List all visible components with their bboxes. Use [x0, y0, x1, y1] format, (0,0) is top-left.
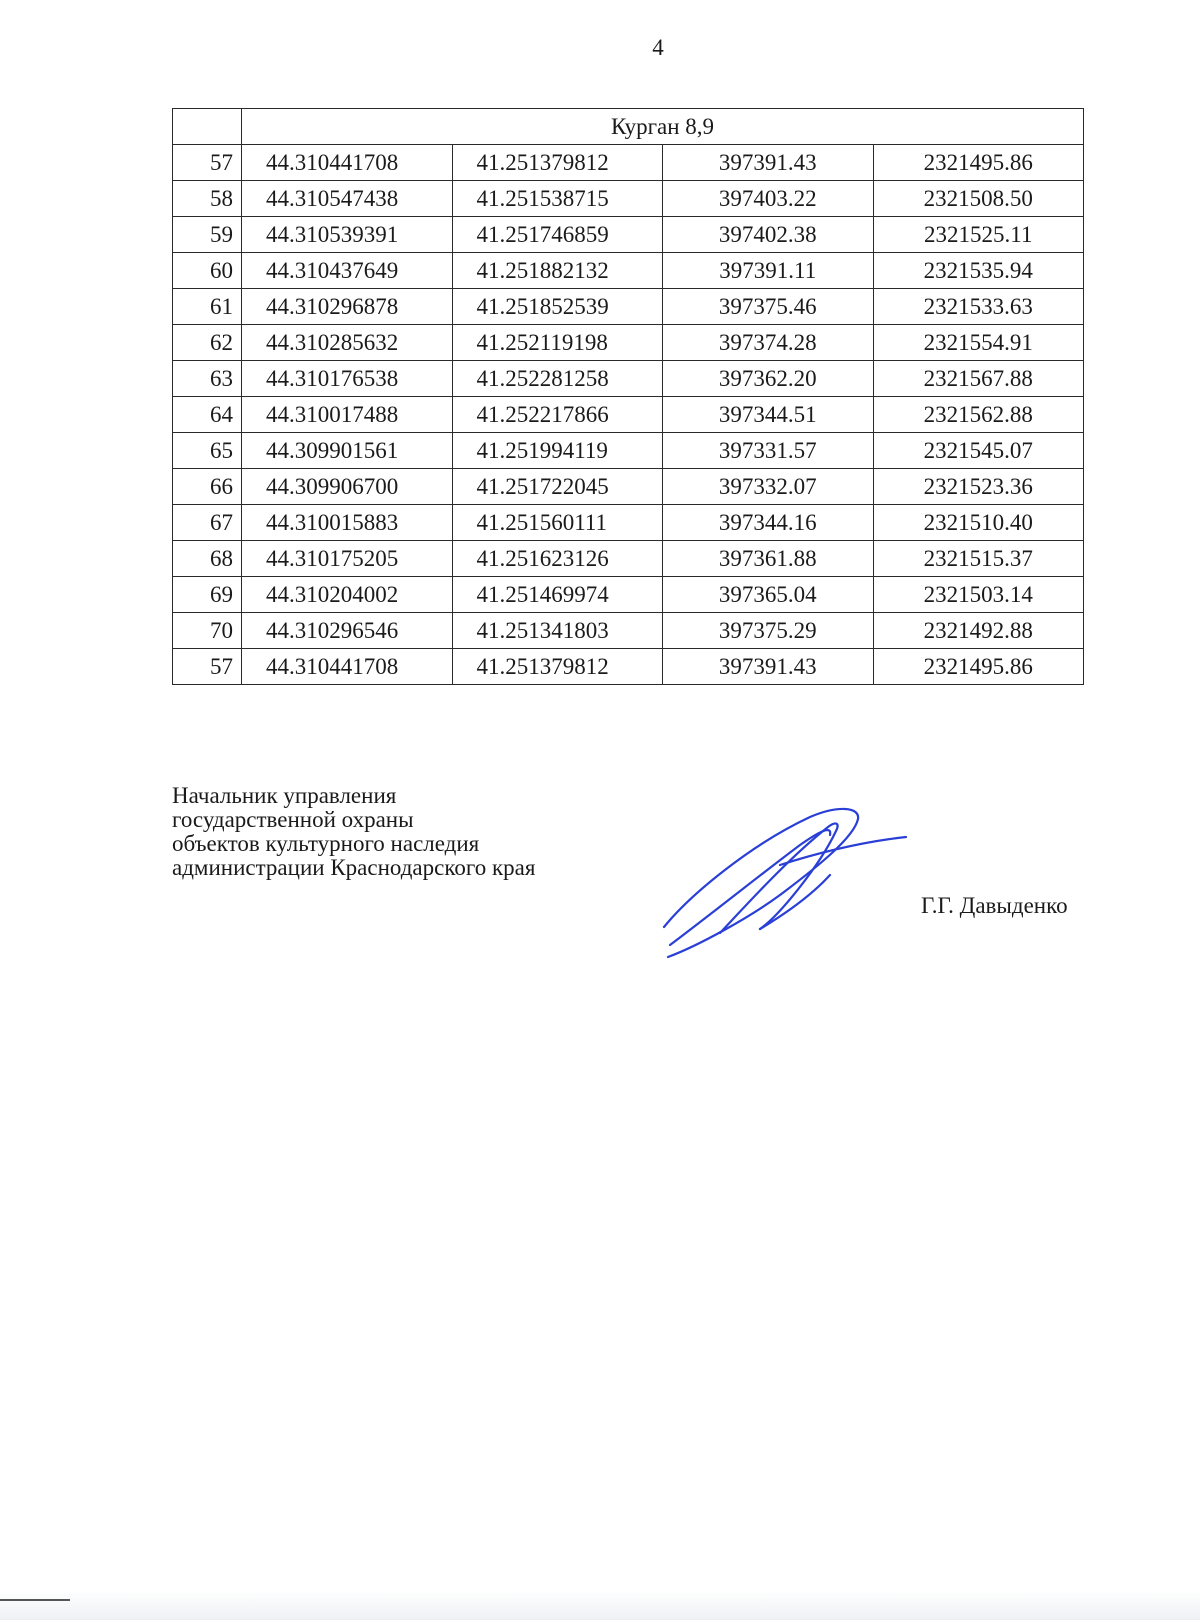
- latitude-cell: 44.310296546: [242, 613, 453, 649]
- longitude-cell: 41.251722045: [452, 469, 663, 505]
- point-number-cell: 57: [173, 649, 242, 685]
- y-coordinate-cell: 2321510.40: [873, 505, 1084, 541]
- point-number-cell: 57: [173, 145, 242, 181]
- y-coordinate-cell: 2321533.63: [873, 289, 1084, 325]
- x-coordinate-cell: 397374.28: [663, 325, 874, 361]
- point-number-cell: 63: [173, 361, 242, 397]
- point-number-cell: 68: [173, 541, 242, 577]
- table-row: [173, 469, 1084, 505]
- latitude-cell: 44.310539391: [242, 217, 453, 253]
- longitude-cell: 41.251623126: [452, 541, 663, 577]
- table-row: [173, 217, 1084, 253]
- handwritten-signature: [660, 805, 940, 965]
- x-coordinate-cell: 397391.43: [663, 145, 874, 181]
- longitude-cell: 41.251379812: [452, 649, 663, 685]
- longitude-cell: 41.252217866: [452, 397, 663, 433]
- x-coordinate-cell: 397391.11: [663, 253, 874, 289]
- x-coordinate-cell: 397375.29: [663, 613, 874, 649]
- x-coordinate-cell: 397403.22: [663, 181, 874, 217]
- longitude-cell: 41.251341803: [452, 613, 663, 649]
- scan-border: [0, 1591, 1200, 1620]
- signatory-title-line: Начальник управления: [172, 783, 397, 808]
- table-row: [173, 613, 1084, 649]
- latitude-cell: 44.310176538: [242, 361, 453, 397]
- latitude-cell: 44.310437649: [242, 253, 453, 289]
- longitude-cell: 41.251882132: [452, 253, 663, 289]
- point-number-cell: 64: [173, 397, 242, 433]
- latitude-cell: 44.310017488: [242, 397, 453, 433]
- signatory-title-line: объектов культурного наследия: [172, 831, 480, 856]
- x-coordinate-cell: 397402.38: [663, 217, 874, 253]
- latitude-cell: 44.310547438: [242, 181, 453, 217]
- signatory-name: Г.Г. Давыденко: [921, 893, 1068, 918]
- x-coordinate-cell: 397361.88: [663, 541, 874, 577]
- point-number-cell: 65: [173, 433, 242, 469]
- longitude-cell: 41.252281258: [452, 361, 663, 397]
- y-coordinate-cell: 2321523.36: [873, 469, 1084, 505]
- point-number-cell: 66: [173, 469, 242, 505]
- table-row: [173, 325, 1084, 361]
- latitude-cell: 44.310285632: [242, 325, 453, 361]
- page-number: 4: [652, 35, 664, 60]
- x-coordinate-cell: 397375.46: [663, 289, 874, 325]
- x-coordinate-cell: 397391.43: [663, 649, 874, 685]
- y-coordinate-cell: 2321495.86: [873, 649, 1084, 685]
- latitude-cell: 44.310015883: [242, 505, 453, 541]
- x-coordinate-cell: 397365.04: [663, 577, 874, 613]
- signatory-title: [172, 784, 535, 880]
- longitude-cell: 41.251746859: [452, 217, 663, 253]
- latitude-cell: 44.310441708: [242, 145, 453, 181]
- x-coordinate-cell: 397344.16: [663, 505, 874, 541]
- y-coordinate-cell: 2321567.88: [873, 361, 1084, 397]
- latitude-cell: 44.310204002: [242, 577, 453, 613]
- y-coordinate-cell: 2321525.11: [873, 217, 1084, 253]
- table-row: [173, 361, 1084, 397]
- point-number-cell: 62: [173, 325, 242, 361]
- latitude-cell: 44.310175205: [242, 541, 453, 577]
- point-number-cell: 69: [173, 577, 242, 613]
- y-coordinate-cell: 2321535.94: [873, 253, 1084, 289]
- longitude-cell: 41.251852539: [452, 289, 663, 325]
- table-row: [173, 145, 1084, 181]
- longitude-cell: 41.251379812: [452, 145, 663, 181]
- coordinates-table: [172, 108, 1084, 685]
- longitude-cell: 41.251469974: [452, 577, 663, 613]
- x-coordinate-cell: 397344.51: [663, 397, 874, 433]
- scan-edge-mark: [0, 1599, 70, 1601]
- x-coordinate-cell: 397332.07: [663, 469, 874, 505]
- section-header-empty-cell: [173, 109, 242, 145]
- x-coordinate-cell: 397331.57: [663, 433, 874, 469]
- signatory-title-line: администрации Краснодарского края: [172, 855, 536, 880]
- table-row: [173, 649, 1084, 685]
- y-coordinate-cell: 2321495.86: [873, 145, 1084, 181]
- y-coordinate-cell: 2321503.14: [873, 577, 1084, 613]
- y-coordinate-cell: 2321515.37: [873, 541, 1084, 577]
- point-number-cell: 61: [173, 289, 242, 325]
- point-number-cell: 58: [173, 181, 242, 217]
- table-row: [173, 181, 1084, 217]
- longitude-cell: 41.251994119: [452, 433, 663, 469]
- point-number-cell: 59: [173, 217, 242, 253]
- table-row: [173, 289, 1084, 325]
- point-number-cell: 70: [173, 613, 242, 649]
- longitude-cell: 41.252119198: [452, 325, 663, 361]
- table-row: [173, 577, 1084, 613]
- x-coordinate-cell: 397362.20: [663, 361, 874, 397]
- point-number-cell: 67: [173, 505, 242, 541]
- y-coordinate-cell: 2321492.88: [873, 613, 1084, 649]
- table-row: [173, 253, 1084, 289]
- signatory-title-line: государственной охраны: [172, 807, 414, 832]
- section-title: Курган 8,9: [242, 109, 1084, 145]
- point-number-cell: 60: [173, 253, 242, 289]
- table-row: [173, 541, 1084, 577]
- latitude-cell: 44.310441708: [242, 649, 453, 685]
- longitude-cell: 41.251560111: [452, 505, 663, 541]
- y-coordinate-cell: 2321554.91: [873, 325, 1084, 361]
- table-row: [173, 505, 1084, 541]
- y-coordinate-cell: 2321562.88: [873, 397, 1084, 433]
- latitude-cell: 44.309906700: [242, 469, 453, 505]
- longitude-cell: 41.251538715: [452, 181, 663, 217]
- latitude-cell: 44.310296878: [242, 289, 453, 325]
- y-coordinate-cell: 2321508.50: [873, 181, 1084, 217]
- table-row: [173, 433, 1084, 469]
- section-header-row: [173, 109, 1084, 145]
- latitude-cell: 44.309901561: [242, 433, 453, 469]
- y-coordinate-cell: 2321545.07: [873, 433, 1084, 469]
- table-row: [173, 397, 1084, 433]
